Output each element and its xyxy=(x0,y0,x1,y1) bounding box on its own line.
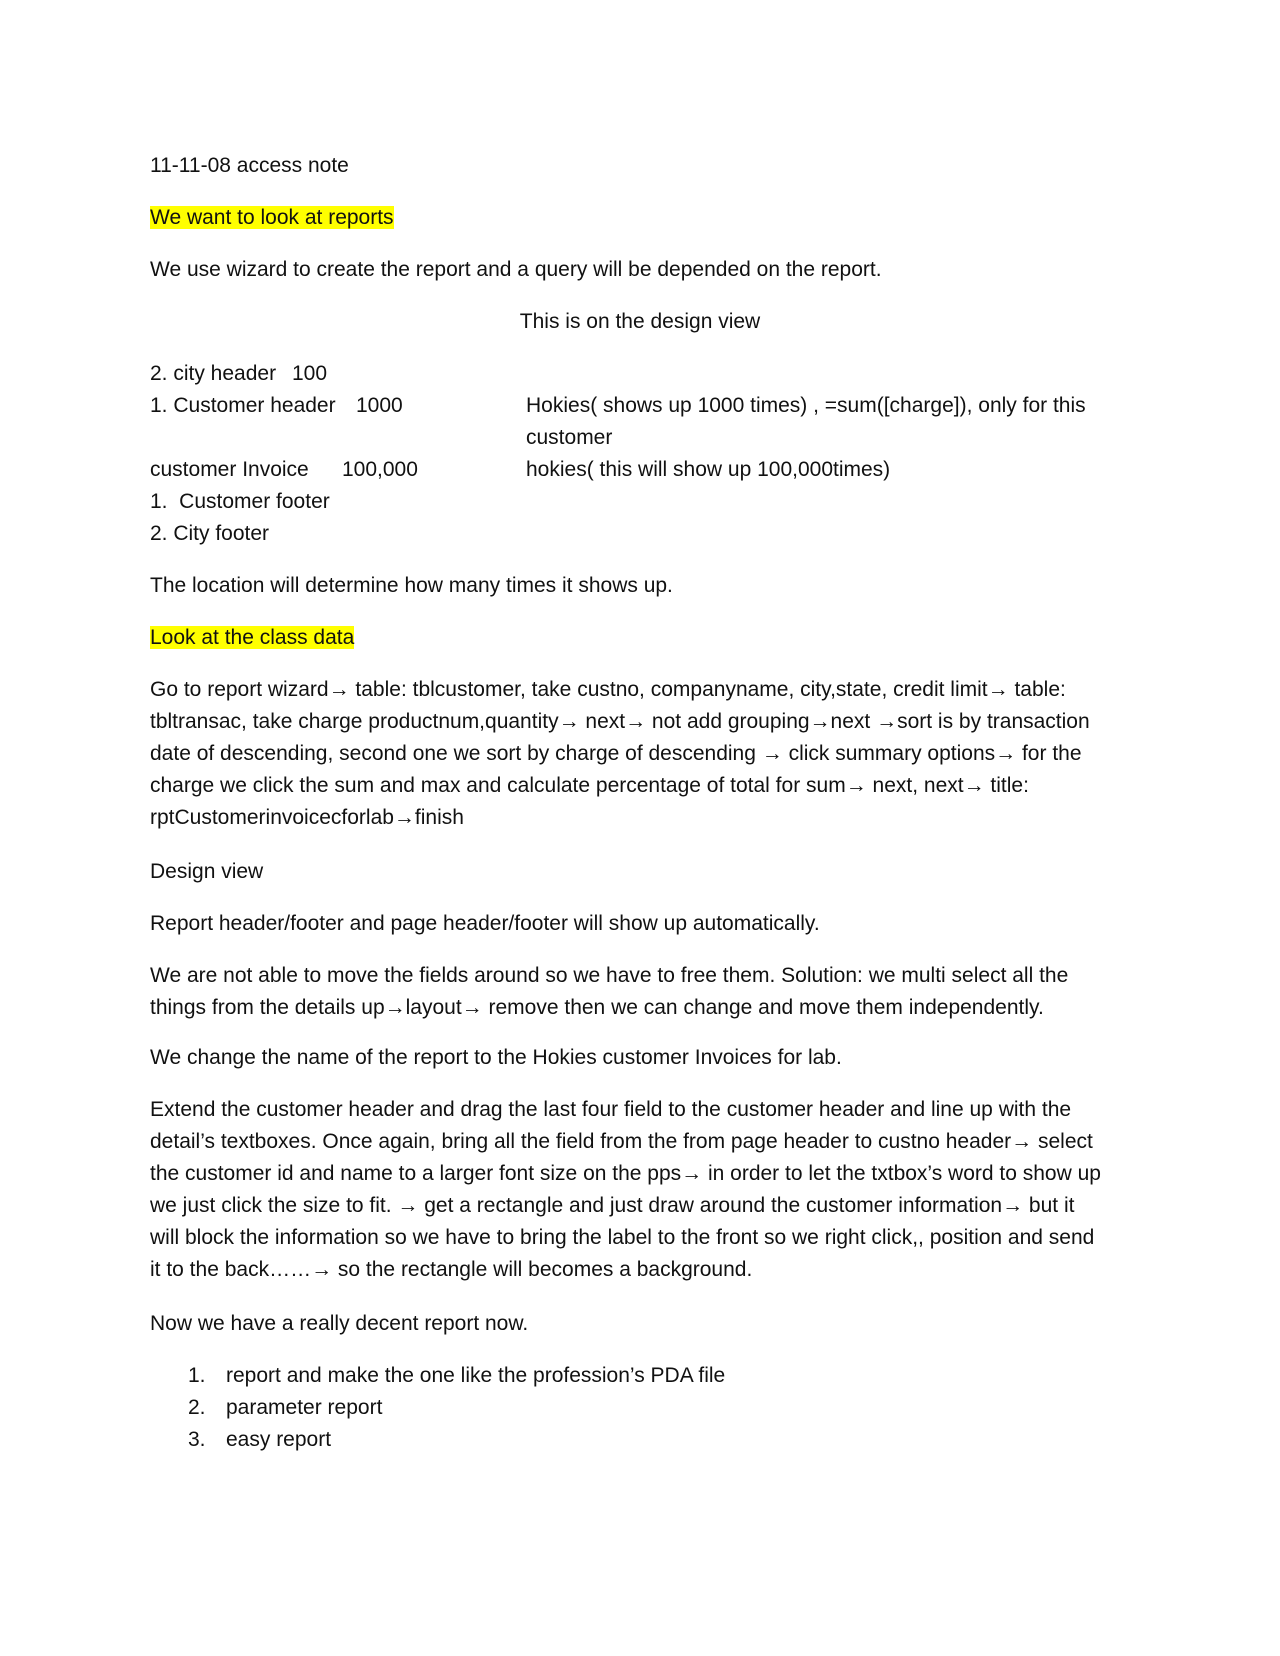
level-row-customer-invoice xyxy=(150,454,1130,486)
list-text: easy report xyxy=(226,1428,332,1451)
paragraph-wizard-steps xyxy=(150,674,1130,834)
list-text: parameter report xyxy=(226,1396,383,1419)
design-view-caption: This is on the design view xyxy=(519,310,761,333)
wizard-steps-line: tbltransac, take charge productnum,quantity→ next→ not add grouping→next →sort is by transaction xyxy=(150,710,1090,733)
extend-header-line: Extend the customer header and drag the last four field to the customer header and line up with the xyxy=(150,1098,1072,1121)
wizard-steps-line: Go to report wizard→ table: tblcustomer, take custno, companyname, city,state, credit limit→ table: xyxy=(150,678,1066,701)
paragraph-headers-footers: Report header/footer and page header/footer will show up automatically. xyxy=(150,912,820,935)
heading-class-data xyxy=(150,622,1130,654)
wizard-steps-line: date of descending, second one we sort by charge of descending → click summary options→ for the xyxy=(150,742,1082,765)
highlighted-heading-reports: We want to look at reports xyxy=(150,206,394,229)
wizard-steps-line: charge we click the sum and max and calculate percentage of total for sum→ next, next→ title: xyxy=(150,774,1029,797)
paragraph-decent-report: Now we have a really decent report now. xyxy=(150,1312,529,1335)
city-header-label: 2. city header xyxy=(150,362,277,385)
list-number: 3. xyxy=(188,1428,206,1451)
paragraph-free-fields xyxy=(150,960,1130,1024)
paragraph-extend-header xyxy=(150,1094,1130,1286)
extend-header-line: will block the information so we have to bring the label to the front so we right click,, position and send xyxy=(150,1226,1095,1249)
level-row-customer-header xyxy=(150,390,1130,422)
level-row-customer-header-cont xyxy=(150,422,1130,454)
extend-header-line: the customer id and name to a larger font size on the pps→ in order to let the txtbox’s word to show up xyxy=(150,1162,1101,1185)
customer-header-note-cont: customer xyxy=(526,426,613,449)
paragraph-design-view: Design view xyxy=(150,860,264,883)
free-fields-line: We are not able to move the fields around so we have to free them. Solution: we multi select all the xyxy=(150,964,1069,987)
customer-header-label: 1. Customer header xyxy=(150,394,336,417)
city-header-count: 100 xyxy=(292,362,328,385)
heading-reports xyxy=(150,202,1130,234)
extend-header-line: detail’s textboxes. Once again, bring all the field from the from page header to custno header→ select xyxy=(150,1130,1093,1153)
list-number: 2. xyxy=(188,1396,206,1419)
note-title: 11-11-08 access note xyxy=(150,154,349,177)
list-number: 1. xyxy=(188,1364,206,1387)
level-row-city-footer xyxy=(150,518,1130,550)
list-text: report and make the one like the profession’s PDA file xyxy=(226,1364,726,1387)
customer-header-count: 1000 xyxy=(356,394,403,417)
level-row-city-header xyxy=(150,358,1130,390)
customer-header-note: Hokies( shows up 1000 times) , =sum([charge]), only for this xyxy=(526,394,1086,417)
paragraph-rename-report: We change the name of the report to the Hokies customer Invoices for lab. xyxy=(150,1046,842,1069)
customer-invoice-note: hokies( this will show up 100,000times) xyxy=(526,458,891,481)
paragraph-location: The location will determine how many times it shows up. xyxy=(150,574,673,597)
free-fields-line: things from the details up→layout→ remove then we can change and move them independently. xyxy=(150,996,1044,1019)
highlighted-heading-class-data: Look at the class data xyxy=(150,626,355,649)
city-footer-label: 2. City footer xyxy=(150,522,270,545)
extend-header-line: we just click the size to fit. → get a rectangle and just draw around the customer information→ but it xyxy=(150,1194,1075,1217)
extend-header-line: it to the back……→ so the rectangle will becomes a background. xyxy=(150,1258,753,1281)
paragraph-wizard: We use wizard to create the report and a query will be depended on the report. xyxy=(150,258,882,281)
customer-invoice-label: customer Invoice xyxy=(150,458,309,481)
customer-invoice-count: 100,000 xyxy=(342,458,418,481)
customer-footer-label: 1. Customer footer xyxy=(150,490,330,513)
level-row-customer-footer xyxy=(150,486,1130,518)
wizard-steps-line: rptCustomerinvoicecforlab→finish xyxy=(150,806,464,829)
